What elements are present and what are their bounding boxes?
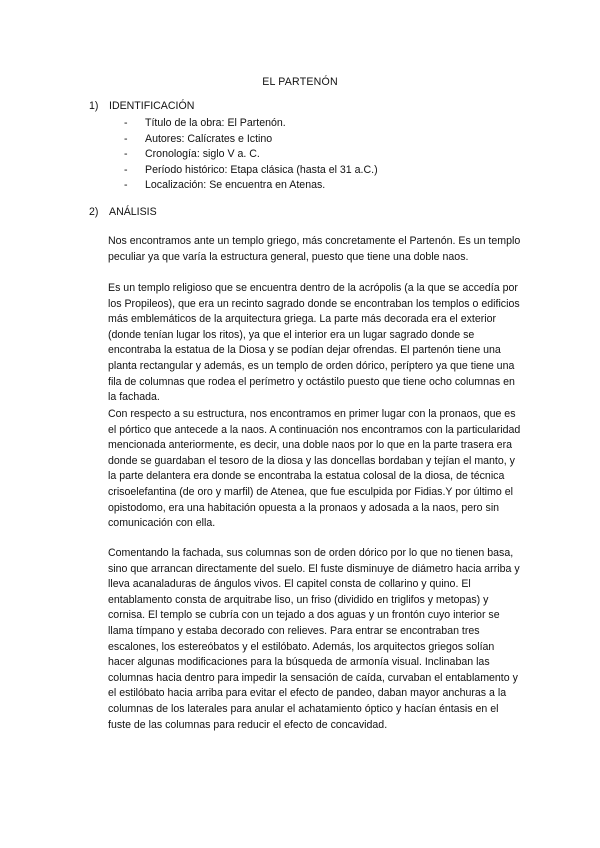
list-dash: - bbox=[124, 132, 128, 145]
paragraph-religious-temple: Es un templo religioso que se encuentra dentro de la acrópolis (a la que se accedía por los Propileos), que era un recinto sagrado donde se encontraban los templos o edificios más emblemáticos de la arquitectura griega. La parte más decorada era el exterior (donde tenían lugar los ritos), ya que el interior era un lugar sagrado donde se encontraba la estatua de la Diosa y se podían dejar ofrendas. El partenón tiene una planta rectangular y además, es un templo de orden dórico, períptero ya que tiene una fila de columnas que rodea el perímetro y octástilo puesto que tiene ocho columnas en la fachada. bbox=[108, 282, 520, 404]
section-title: ANÁLISIS bbox=[109, 206, 157, 218]
document-title: EL PARTENÓN bbox=[262, 76, 338, 88]
section-heading-identification bbox=[89, 100, 194, 112]
paragraph-facade: Comentando la fachada, sus columnas son de orden dórico por lo que no tienen basa, sino que arrancan directamente del suelo. El fuste disminuye de diámetro hacia arriba y lleva acanaladuras de ángulos vivos. El capitel consta de collarino y quino. El entablamento consta de arquitrabe liso, un friso (dividido en triglifos y metopas) y cornisa. El templo se cubría con un tejado a dos aguas y un frontón cuyo interior se llama tímpano y estaba decorado con relieves. Para entrar se encontraban tres escalones, los estereóbatos y el estilóbato. Además, los arquitectos griegos solían hacer algunas modificaciones para la búsqueda de armonía visual. Inclinaban las columnas hacia dentro para impedir la sensación de caída, curvaban el entablamento y el estilóbato hacia arriba para evitar el efecto de pandeo, daban mayor anchuras a la columnas de los laterales para anular el achatamiento óptico y hacían éntasis en el fuste de las columnas para reducir el efecto de concavidad. bbox=[108, 547, 520, 731]
list-item bbox=[124, 178, 378, 194]
paragraph-intro: Nos encontramos ante un templo griego, más concretamente el Partenón. Es un templo peculiar ya que varía la estructura general, puesto que tiene una doble naos. bbox=[108, 235, 521, 263]
section-heading-analysis bbox=[89, 206, 157, 218]
list-item bbox=[124, 116, 378, 132]
section-title: IDENTIFICACIÓN bbox=[109, 100, 195, 112]
list-item bbox=[124, 132, 378, 148]
list-item-text: Localización: Se encuentra en Atenas. bbox=[145, 179, 326, 192]
paragraph-structure: Con respecto a su estructura, nos encontramos en primer lugar con la pronaos, que es el pórtico que antecede a la naos. A continuación nos encontramos con la particularidad mencionada anteriormente, es decir, una doble naos por lo que en la parte trasera era donde se guardaban el tesoro de la diosa y las doncellas bordaban y tejían el manto, y la parte delantera era donde se encontraba la estatua colosal de la diosa, de técnica crisoelefantina (de oro y marfil) de Atenea, que fue esculpida por Fidias.Y por último el opistodomo, era una habitación opuesta a la pronaos y adosada a la naos, pero sin comunicación con ella. bbox=[108, 408, 521, 530]
list-dash: - bbox=[124, 179, 128, 192]
list-item-text: Cronología: siglo V a. C. bbox=[145, 148, 260, 161]
list-item-text: Título de la obra: El Partenón. bbox=[145, 117, 286, 129]
section-number: 2) bbox=[89, 206, 99, 218]
list-item-text: Período histórico: Etapa clásica (hasta el 31 a.C.) bbox=[145, 163, 378, 176]
list-dash: - bbox=[124, 148, 128, 161]
list-dash: - bbox=[124, 117, 128, 129]
list-item-text: Autores: Calícrates e Ictino bbox=[145, 132, 273, 145]
section-number: 1) bbox=[89, 100, 99, 112]
list-item bbox=[124, 163, 378, 179]
identification-list bbox=[124, 116, 378, 194]
list-item bbox=[124, 147, 378, 163]
list-dash: - bbox=[124, 163, 128, 176]
